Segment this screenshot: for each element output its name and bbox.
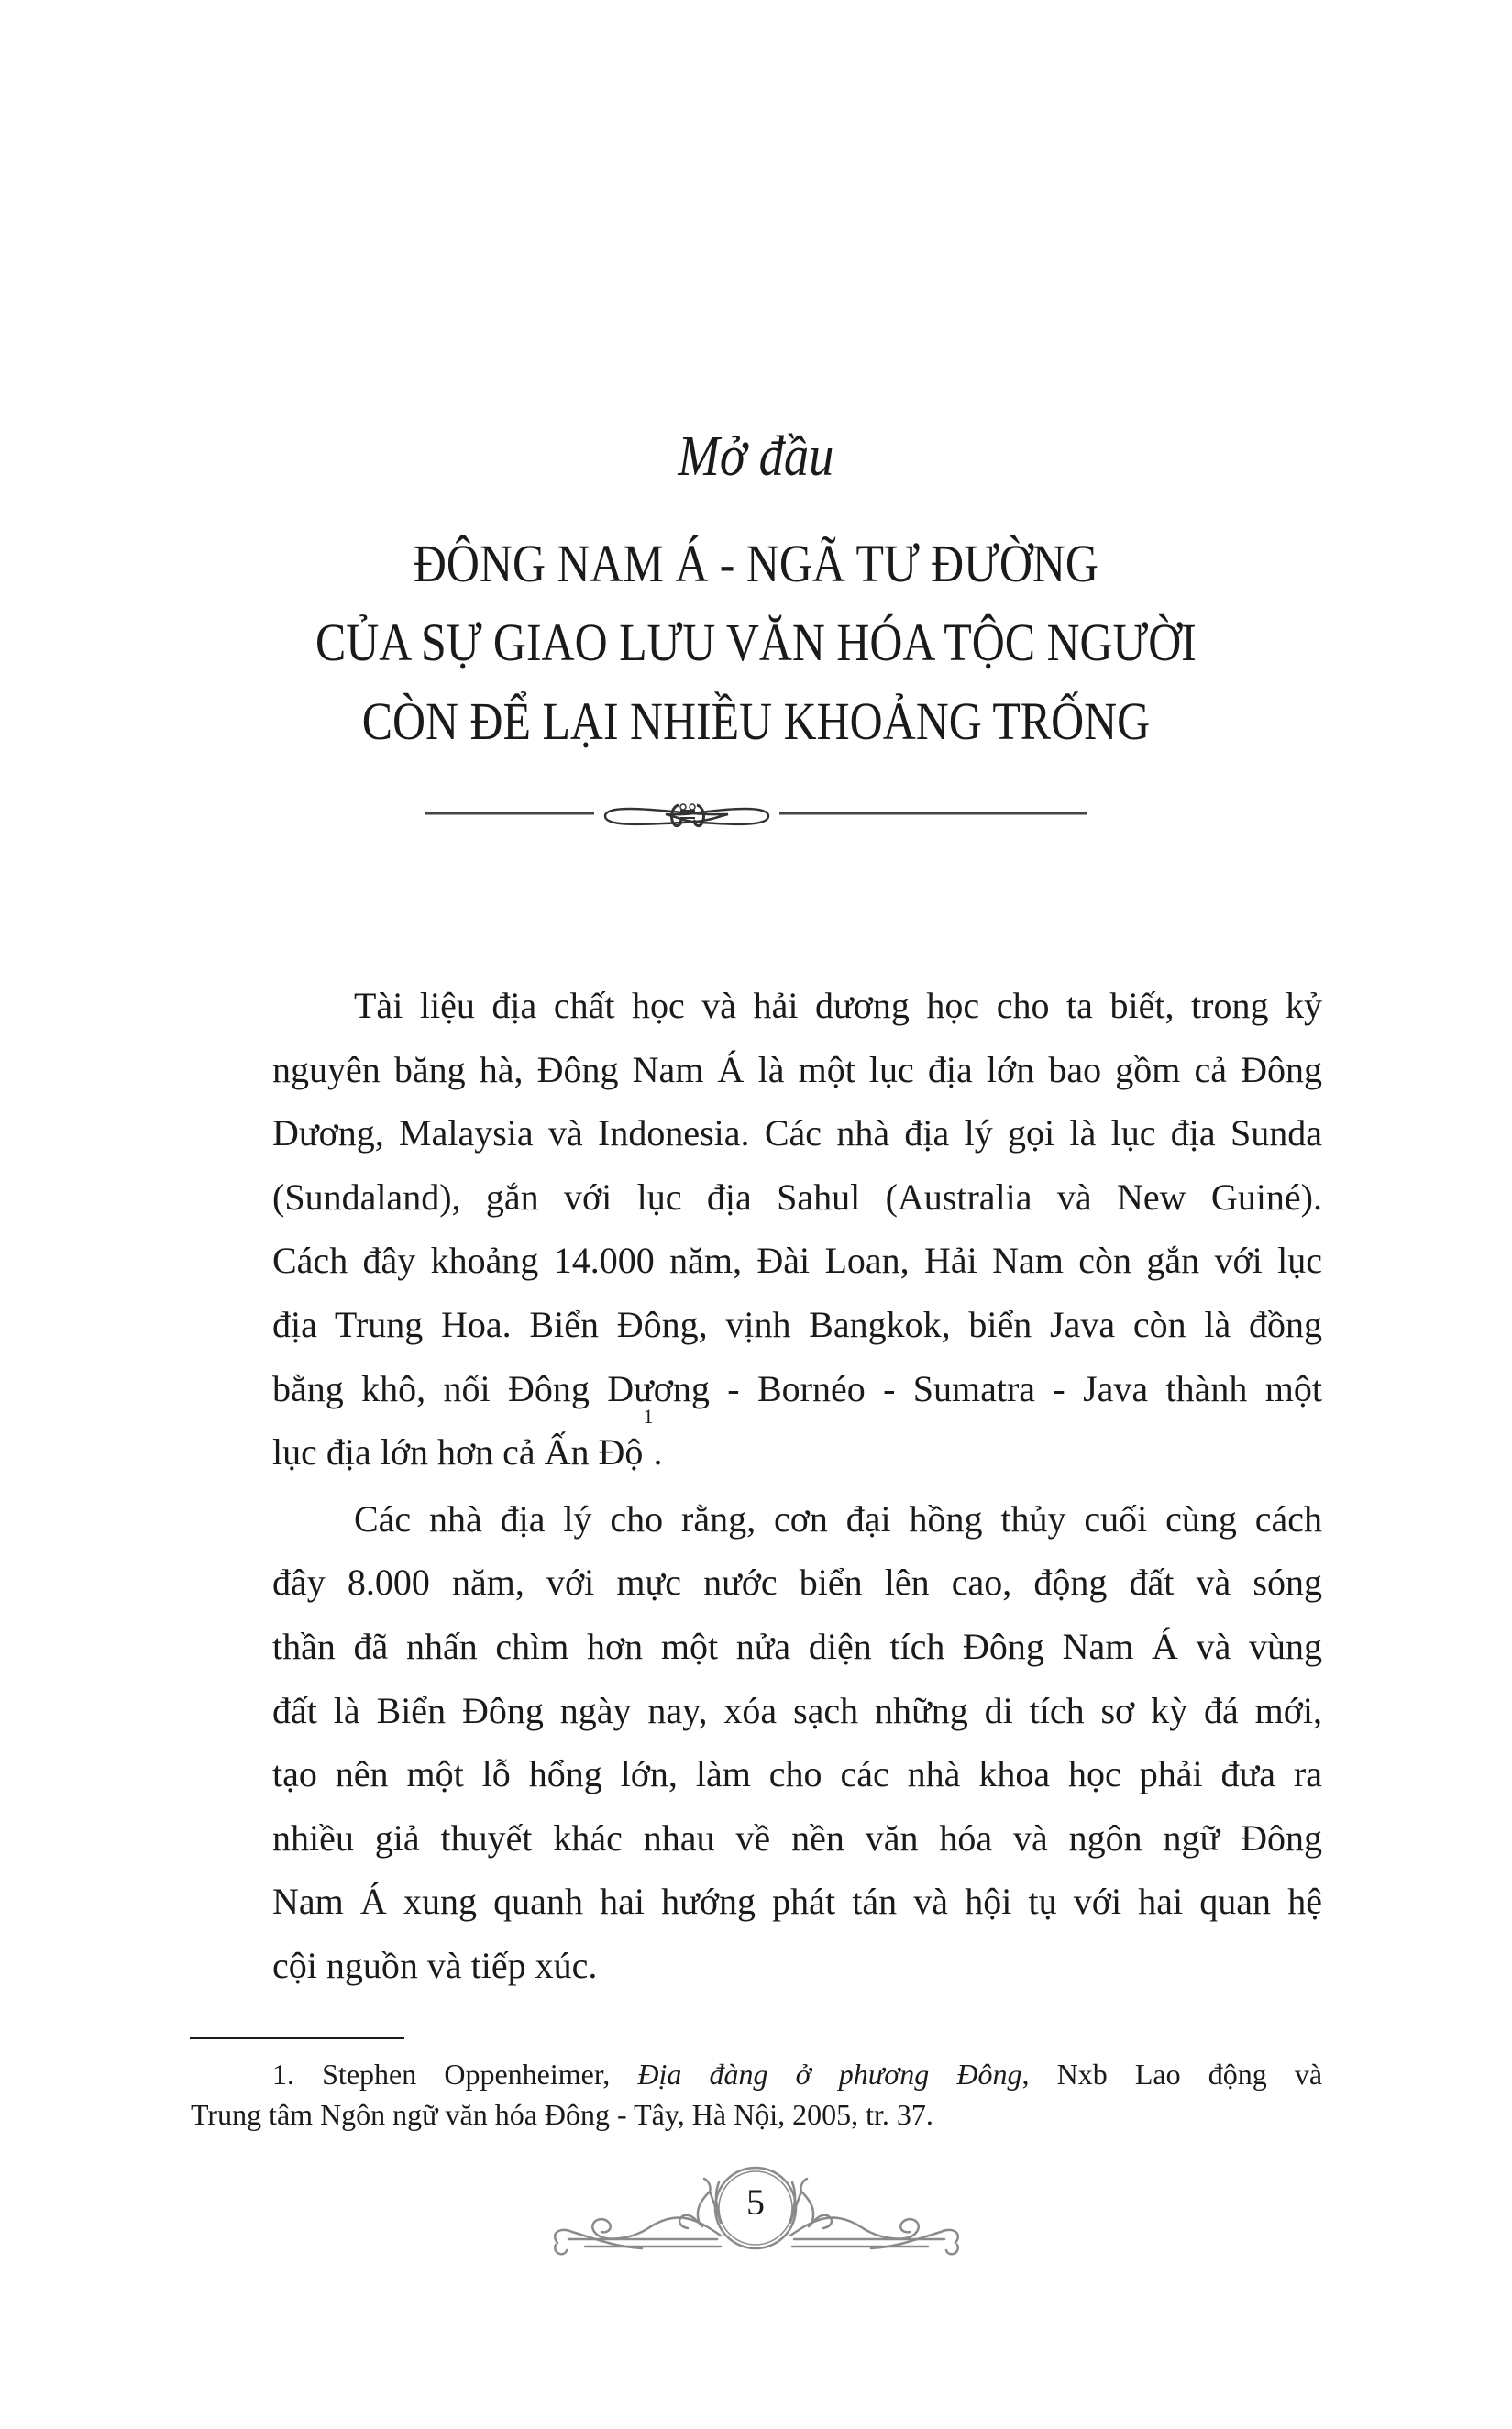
body-text [191, 974, 1322, 1998]
footnote-reference[interactable]: 1 [643, 1405, 654, 1429]
ornamental-knot-divider-icon [425, 796, 1087, 833]
text-line: Tài liệu địa chất học và hải dương học cho ta biết, trong kỷ [354, 985, 1322, 1026]
text-line: địa Trung Hoa. Biển Đông, vịnh Bangkok, biển Java còn là đồng [272, 1303, 1322, 1345]
text-line: cội nguồn và tiếp xúc. [272, 1944, 598, 1986]
text-line: đất là Biển Đông ngày nay, xóa sạch những di tích sơ kỳ đá mới, [272, 1689, 1322, 1731]
footnote-publisher: , Nxb Lao động và [1021, 2058, 1323, 2091]
text-line: Các nhà địa lý cho rằng, cơn đại hồng thủy cuối cùng cách [354, 1497, 1322, 1540]
text-line: (Sundaland), gắn với lục địa Sahul (Australia và New Guiné). [272, 1176, 1322, 1218]
text-line-content: lục địa lớn hơn cả Ấn Độ [272, 1431, 644, 1474]
text-line: thần đã nhấn chìm hơn một nửa diện tích Đông Nam Á và vùng [272, 1625, 1322, 1667]
text-line: tạo nên một lỗ hổng lớn, làm cho các nhà khoa học phải đưa ra [272, 1753, 1322, 1795]
page-number: 5 [746, 2181, 765, 2223]
chapter-title-line: CÒN ĐỂ LẠI NHIỀU KHOẢNG TRỐNG [361, 691, 1151, 751]
paragraph [191, 1487, 1322, 1998]
footnote-separator [190, 2037, 404, 2039]
footnote-line [191, 2054, 1322, 2094]
chapter-title-line: CỦA SỰ GIAO LƯU VĂN HÓA TỘC NGƯỜI [315, 613, 1197, 672]
trailing-punctuation: . [653, 1431, 663, 1474]
chapter-title [105, 524, 1406, 761]
text-line: nguyên băng hà, Đông Nam Á là một lục địa lớn bao gồm cả Đông [272, 1048, 1322, 1090]
text-line: đây 8.000 năm, với mực nước biển lên cao, động đất và sóng [272, 1562, 1322, 1604]
text-line: Cách đây khoảng 14.000 năm, Đài Loan, Hải Nam còn gắn với lục [272, 1240, 1322, 1282]
text-line: Dương, Malaysia và Indonesia. Các nhà địa lý gọi là lục địa Sunda [272, 1112, 1322, 1154]
text-line: Nam Á xung quanh hai hướng phát tán và hội tụ với hai quan hệ [272, 1881, 1322, 1923]
footnote-number: 1. [272, 2058, 294, 2091]
text-line: bằng khô, nối Đông Dương - Bornéo - Sumatra - Java thành một [272, 1367, 1322, 1409]
footnote-line: Trung tâm Ngôn ngữ văn hóa Đông - Tây, Hà Nội, 2005, tr. 37. [191, 2098, 933, 2131]
footnotes [191, 2054, 1322, 2135]
footnote-title: Địa đàng ở phương Đông [637, 2058, 1022, 2091]
footnote-author: Stephen Oppenheimer, [322, 2058, 611, 2091]
paragraph [191, 974, 1322, 1485]
chapter-title-line: ĐÔNG NAM Á - NGÃ TƯ ĐƯỜNG [413, 534, 1098, 593]
text-line: nhiều giả thuyết khác nhau về nền văn hóa và ngôn ngữ Đông [272, 1816, 1322, 1859]
text-line [191, 1405, 1322, 1485]
chapter-label: Mở đầu [678, 425, 834, 488]
